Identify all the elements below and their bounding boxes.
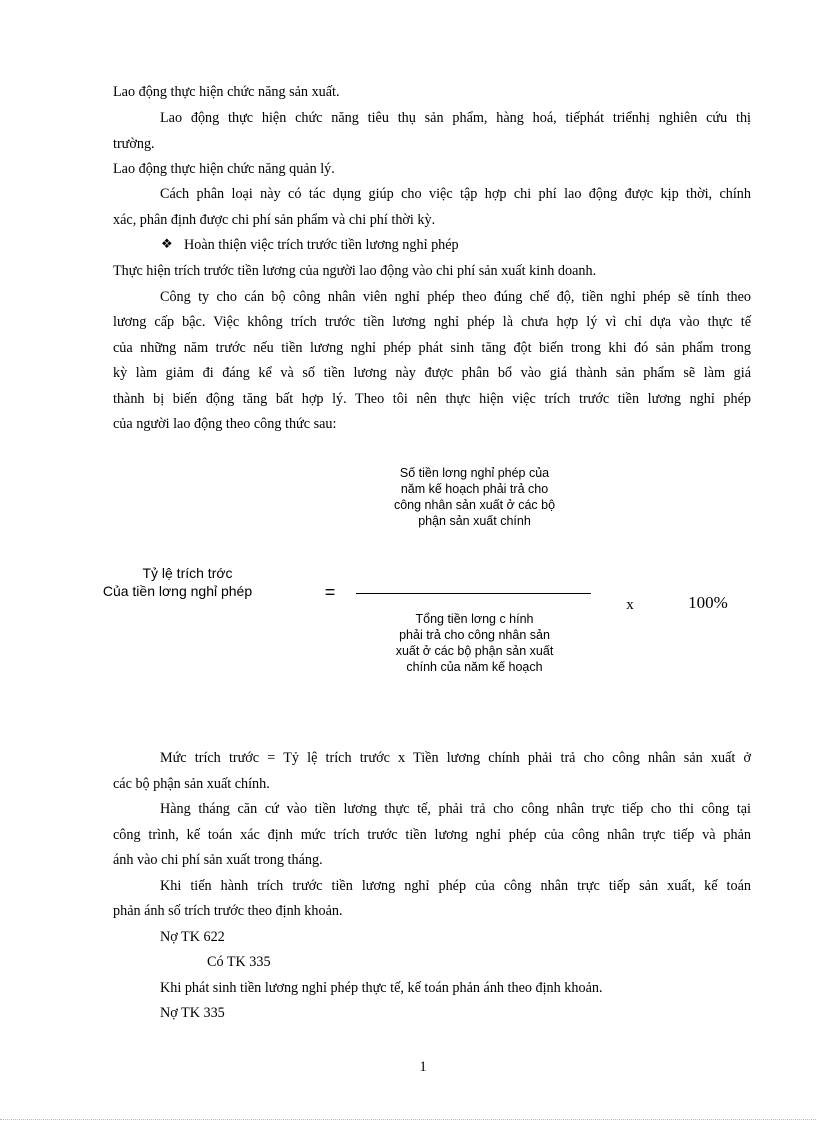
paragraph-line: Công ty cho cán bộ công nhân viên nghỉ phép theo đúng chế độ, tiền nghỉ phép sẽ tính theo xyxy=(160,289,751,305)
formula-percent: 100% xyxy=(688,593,728,612)
formula-times: x xyxy=(626,597,634,613)
fraction-bar xyxy=(356,593,591,594)
formula-denominator-line: Tổng tiền lơng c hính xyxy=(415,612,534,626)
formula-denominator-line: xuất ở các bộ phận sản xuất xyxy=(395,644,554,658)
paragraph-line: công trình, kế toán xác định mức trích trước tiền lương nghỉ phép của công nhân trực tiếp và phản xyxy=(113,827,751,843)
paragraph-line: kỳ làm giảm đi đáng kể và số tiền lương này được phân bổ vào giá thành sản phẩm sẽ làm giá xyxy=(113,365,751,381)
paragraph-line: Lao động thực hiện chức năng quản lý. xyxy=(113,161,335,177)
formula-denominator-line: phải trả cho công nhân sản xyxy=(399,628,550,642)
paragraph-line: ánh vào chi phí sản xuất trong tháng. xyxy=(113,852,323,868)
paragraph-line: Lao động thực hiện chức năng sản xuất. xyxy=(113,84,340,100)
paragraph-line: Có TK 335 xyxy=(207,954,271,970)
paragraph-line: xác, phân định được chi phí sản phẩm và chi phí thời kỳ. xyxy=(113,212,436,228)
formula-numerator-line: năm kế hoạch phải trả cho xyxy=(400,482,549,496)
paragraph-line: Khi phát sinh tiền lương nghỉ phép thực tế, kế toán phản ánh theo định khoản. xyxy=(160,980,603,996)
paragraph-line: Cách phân loại này có tác dụng giúp cho việc tập hợp chi phí lao động được kịp thời, chính xyxy=(160,186,751,202)
diamond-bullet-icon: ❖ xyxy=(161,236,173,251)
paragraph-line: Thực hiện trích trước tiền lương của người lao động vào chi phí sản xuất kinh doanh. xyxy=(113,263,597,279)
formula-left-line: Tỷ lệ trích trớc xyxy=(142,565,233,581)
paragraph-line: của người lao động theo công thức sau: xyxy=(113,416,337,432)
paragraph-line: Lao động thực hiện chức năng tiêu thụ sản phẩm, hàng hoá, tiếphát triểnhị nghiên cứu thị xyxy=(160,110,751,126)
paragraph-line: Nợ TK 622 xyxy=(160,929,225,945)
paragraph-line: phản ánh số trích trước theo định khoản. xyxy=(113,903,343,919)
paragraph-line: của những năm trước nếu tiền lương nghỉ phép phát sinh tăng đột biến trong khi đó sản phẩm trong xyxy=(113,340,751,356)
formula-numerator-line: phận sản xuất chính xyxy=(418,514,531,528)
formula-equals: = xyxy=(324,582,336,602)
page-number: 1 xyxy=(419,1059,427,1075)
paragraph-line: thành bị biến động tăng bất hợp lý. Theo tôi nên thực hiện việc trích trước tiền lương nghỉ phép xyxy=(113,391,751,407)
paragraph-line: Hàng tháng căn cứ vào tiền lương thực tế, phải trả cho công nhân trực tiếp cho thi công tại xyxy=(160,801,751,817)
paragraph-line: trường. xyxy=(113,136,155,152)
paragraph-line: Mức trích trước = Tỷ lệ trích trước x Tiền lương chính phải trả cho công nhân sản xuất ở xyxy=(160,750,751,766)
formula-left-line: Của tiền lơng nghỉ phép xyxy=(102,583,253,599)
formula-numerator-line: công nhân sản xuất ở các bộ xyxy=(393,498,556,512)
paragraph-line: Nợ TK 335 xyxy=(160,1005,225,1021)
page-bottom-divider xyxy=(0,1119,816,1120)
section-heading: Hoàn thiện việc trích trước tiền lương nghỉ phép xyxy=(184,237,459,253)
paragraph-line: Khi tiến hành trích trước tiền lương nghỉ phép của công nhân trực tiếp sản xuất, kế toán xyxy=(160,878,751,894)
paragraph-line: lương cấp bậc. Việc không trích trước tiền lương nghỉ phép là chưa hợp lý vì chỉ dựa vào thực tế xyxy=(113,314,751,330)
formula-numerator-line: Số tiền lơng nghỉ phép của xyxy=(399,466,550,480)
formula-denominator-line: chính của năm kế hoạch xyxy=(406,660,543,674)
paragraph-line: các bộ phận sản xuất chính. xyxy=(113,776,270,792)
